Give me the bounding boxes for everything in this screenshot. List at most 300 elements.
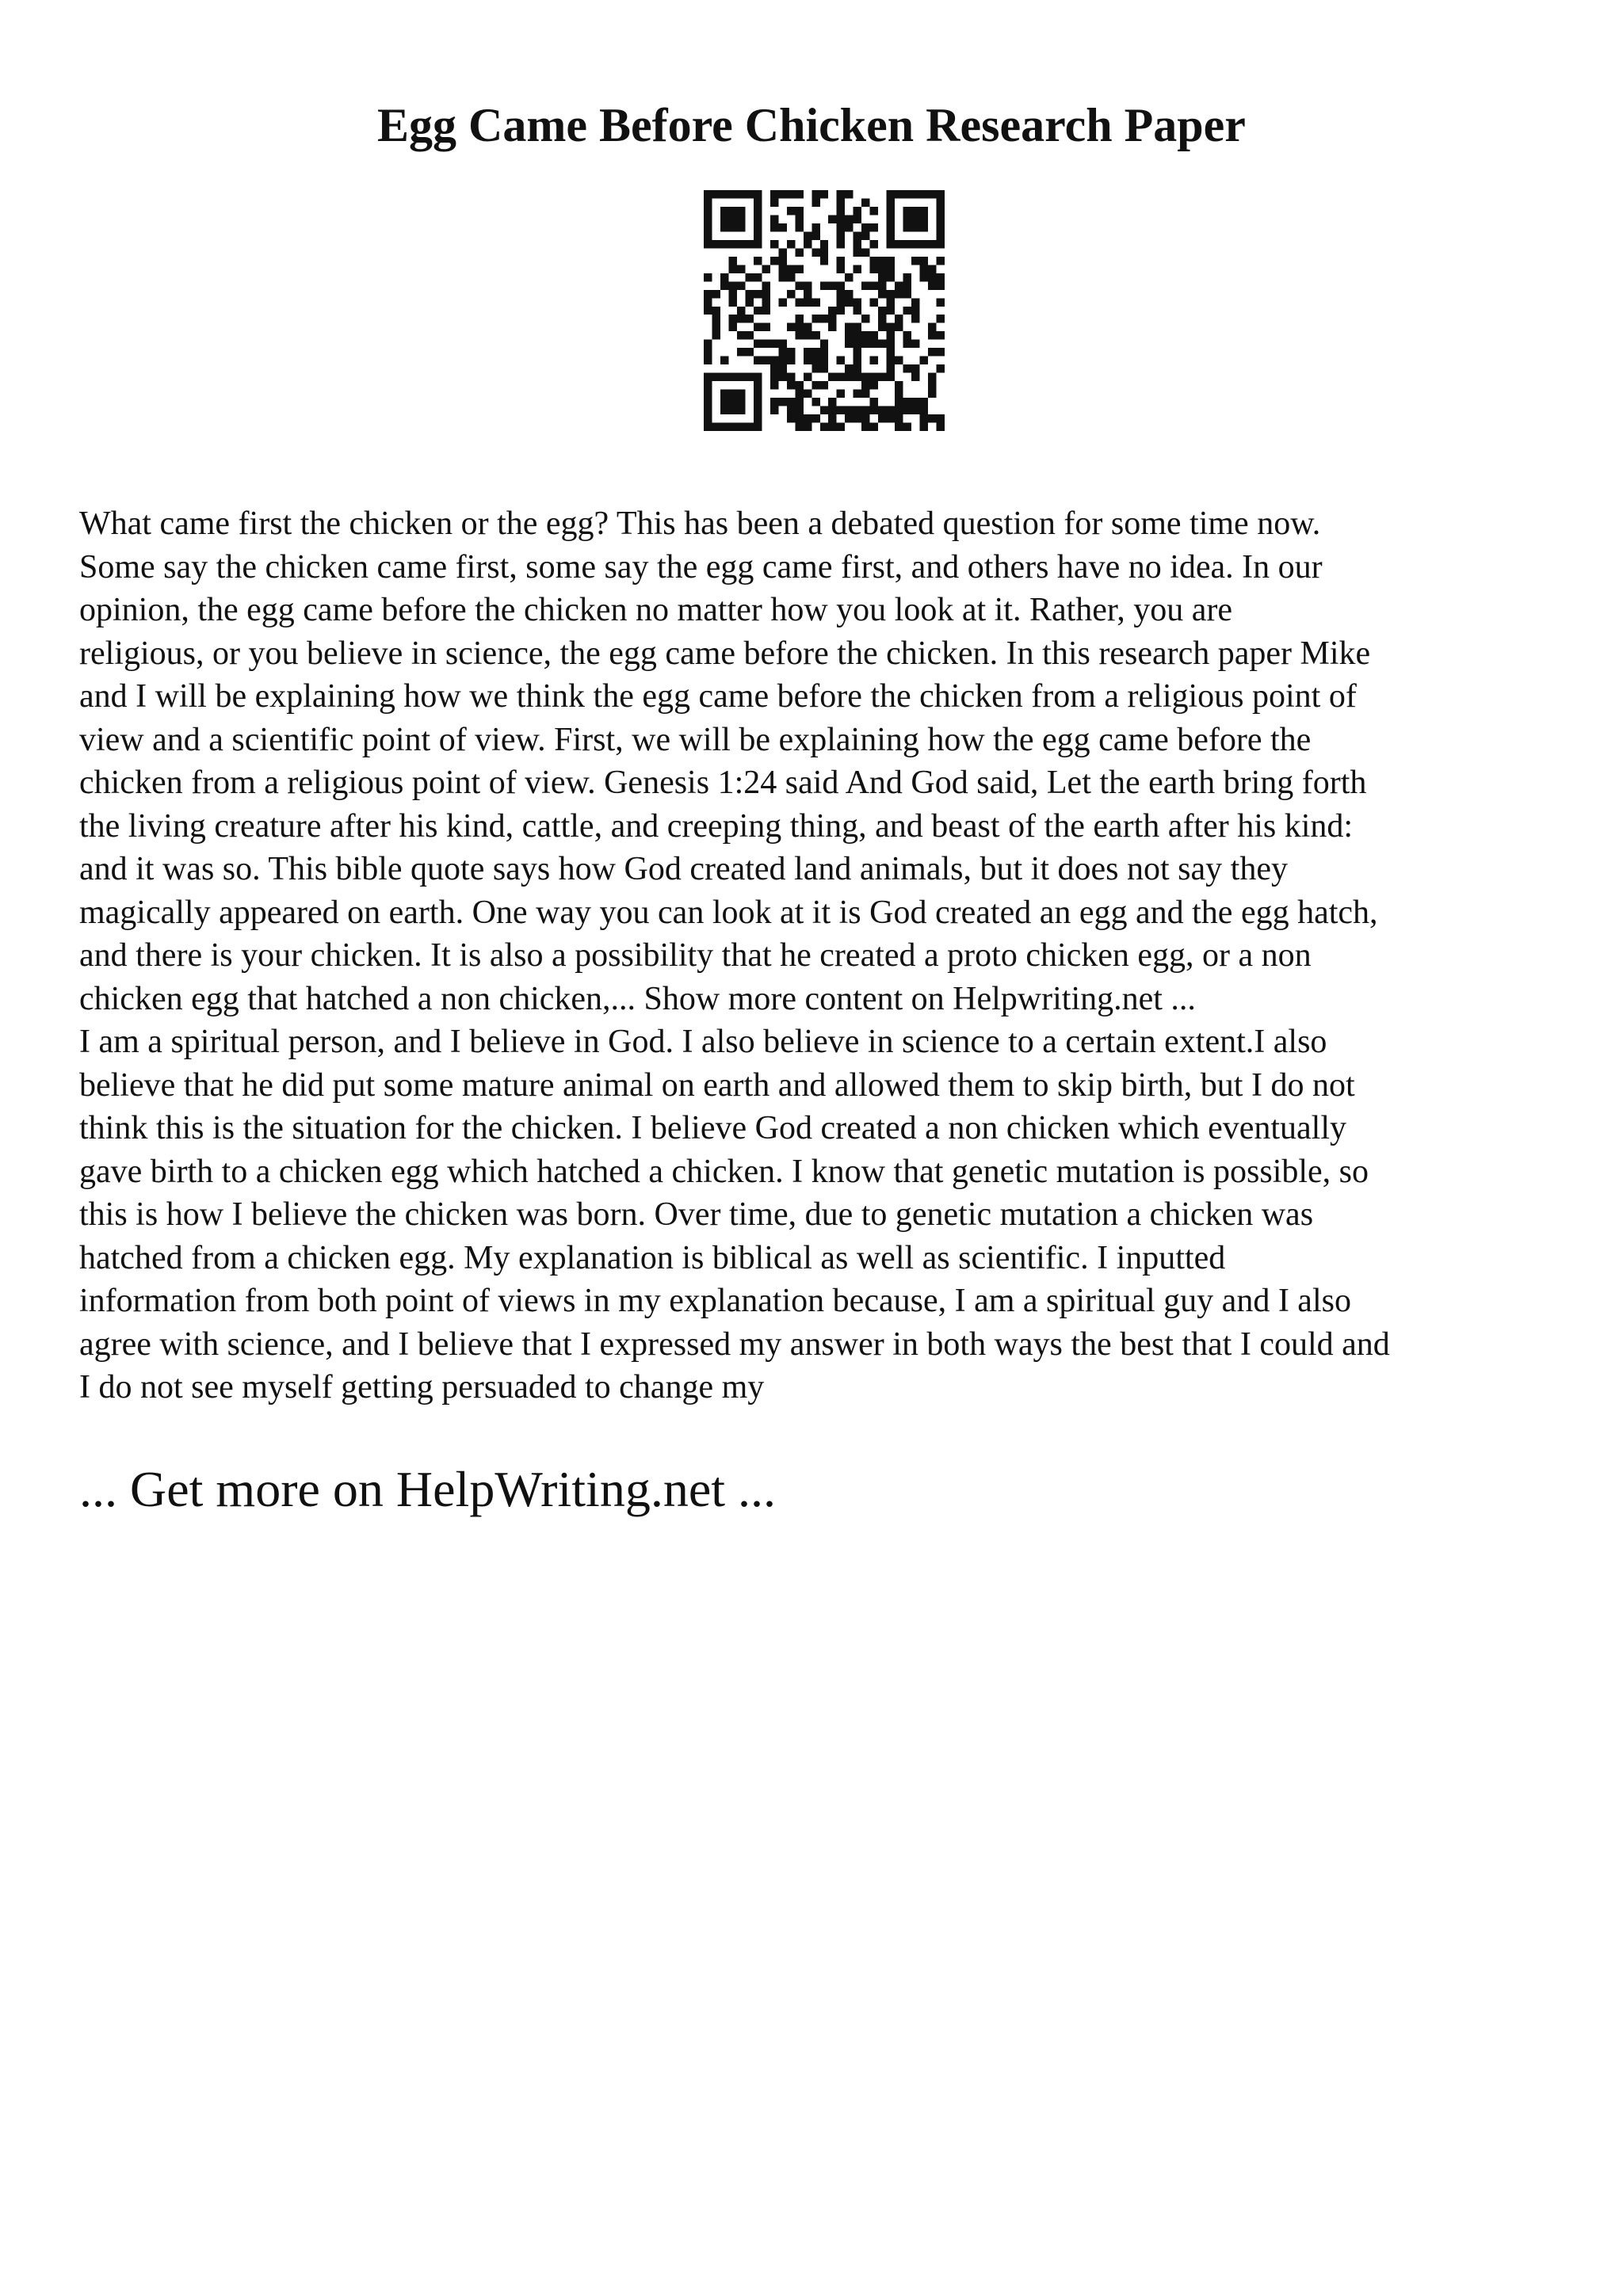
qr-module	[712, 323, 720, 331]
qr-module	[770, 215, 778, 223]
qr-module	[878, 257, 886, 265]
qr-module	[795, 423, 803, 431]
qr-module	[861, 406, 869, 414]
qr-module	[911, 215, 919, 223]
qr-module	[754, 414, 762, 422]
qr-module	[861, 340, 869, 348]
qr-module	[887, 207, 895, 215]
qr-module	[795, 215, 803, 223]
qr-module	[837, 290, 845, 298]
qr-module	[804, 240, 812, 248]
qr-module	[911, 364, 919, 372]
qr-module	[754, 231, 762, 239]
qr-module	[720, 215, 728, 223]
qr-module	[920, 423, 928, 431]
qr-module	[870, 406, 878, 414]
qr-module	[770, 406, 778, 414]
qr-module	[728, 207, 736, 215]
qr-module	[720, 223, 728, 231]
qr-module	[704, 423, 712, 431]
qr-module	[737, 240, 745, 248]
qr-module	[712, 240, 720, 248]
qr-module	[937, 348, 945, 356]
qr-module	[728, 257, 736, 265]
qr-module	[754, 390, 762, 398]
get-more-link[interactable]: ... Get more on HelpWriting.net ...	[79, 1461, 776, 1517]
qr-module	[861, 248, 869, 256]
qr-module	[762, 307, 769, 315]
qr-module	[887, 373, 895, 381]
qr-module	[754, 273, 762, 281]
qr-module	[870, 398, 878, 406]
qr-module	[754, 323, 762, 331]
qr-module	[787, 190, 795, 198]
qr-module	[870, 265, 878, 273]
qr-module	[854, 207, 861, 215]
qr-module	[820, 423, 828, 431]
qr-module	[837, 357, 845, 364]
qr-module	[820, 257, 828, 265]
qr-module	[720, 373, 728, 381]
body-line: chicken egg that hatched a non chicken,... Show more content on Helpwriting.net ...	[79, 980, 1196, 1017]
qr-module	[720, 398, 728, 406]
qr-module	[787, 207, 795, 215]
qr-module	[737, 307, 745, 315]
qr-module	[737, 331, 745, 339]
qr-module	[704, 340, 712, 348]
qr-module	[704, 298, 712, 306]
qr-module	[854, 265, 861, 273]
qr-module	[778, 248, 786, 256]
qr-module	[854, 298, 861, 306]
qr-module	[720, 281, 728, 289]
qr-module	[920, 223, 928, 231]
qr-module	[861, 331, 869, 339]
qr-module	[795, 398, 803, 406]
qr-module	[820, 281, 828, 289]
qr-module	[754, 357, 762, 364]
qr-module	[887, 198, 895, 206]
qr-module	[937, 414, 945, 422]
qr-module	[762, 357, 769, 364]
qr-code-icon	[704, 190, 945, 431]
qr-module	[787, 357, 795, 364]
qr-module	[928, 373, 936, 381]
qr-module	[728, 298, 736, 306]
qr-module	[937, 223, 945, 231]
qr-module	[895, 357, 903, 364]
qr-module	[887, 290, 895, 298]
body-line: agree with science, and I believe that I expressed my answer in both ways the best that I could and	[79, 1325, 1390, 1363]
qr-module	[787, 323, 795, 331]
qr-module	[837, 373, 845, 381]
qr-module	[812, 414, 819, 422]
document-title: Egg Came Before Chicken Research Paper	[377, 99, 1246, 151]
qr-module	[895, 414, 903, 422]
qr-module	[762, 298, 769, 306]
qr-module	[720, 357, 728, 364]
qr-module	[845, 406, 853, 414]
qr-module	[837, 231, 845, 239]
qr-module	[737, 423, 745, 431]
qr-module	[928, 190, 936, 198]
qr-module	[911, 307, 919, 315]
qr-module	[854, 406, 861, 414]
qr-module	[754, 423, 762, 431]
qr-module	[895, 281, 903, 289]
qr-module	[812, 248, 819, 256]
qr-module	[745, 240, 753, 248]
qr-module	[837, 281, 845, 289]
qr-module	[787, 381, 795, 389]
qr-module	[795, 323, 803, 331]
qr-module	[712, 423, 720, 431]
body-line: Some say the chicken came first, some say the egg came first, and others have no idea. In our	[79, 548, 1323, 585]
qr-module	[837, 257, 845, 265]
qr-module	[878, 414, 886, 422]
qr-module	[754, 257, 762, 265]
qr-module	[704, 290, 712, 298]
qr-module	[704, 215, 712, 223]
qr-module	[895, 398, 903, 406]
qr-module	[812, 381, 819, 389]
qr-module	[920, 215, 928, 223]
qr-module	[720, 207, 728, 215]
body-line: and it was so. This bible quote says how God created land animals, but it does not say they	[79, 851, 1288, 887]
qr-module	[870, 223, 878, 231]
qr-module	[754, 373, 762, 381]
qr-module	[737, 215, 745, 223]
qr-module	[704, 307, 712, 315]
qr-module	[720, 423, 728, 431]
qr-module	[828, 373, 836, 381]
qr-module	[728, 390, 736, 398]
qr-module	[828, 423, 836, 431]
qr-module	[870, 281, 878, 289]
qr-module	[728, 215, 736, 223]
qr-module	[795, 406, 803, 414]
qr-module	[845, 290, 853, 298]
qr-module	[737, 406, 745, 414]
qr-module	[804, 390, 812, 398]
qr-module	[887, 414, 895, 422]
qr-module	[828, 406, 836, 414]
qr-module	[845, 323, 853, 331]
qr-module	[854, 348, 861, 356]
qr-module	[861, 381, 869, 389]
body-line: think this is the situation for the chicken. I believe God created a non chicken which eventually	[79, 1110, 1346, 1146]
qr-module	[770, 398, 778, 406]
qr-module	[737, 390, 745, 398]
qr-module	[911, 373, 919, 381]
qr-module	[828, 307, 836, 315]
qr-module	[762, 323, 769, 331]
qr-module	[870, 331, 878, 339]
qr-module	[762, 340, 769, 348]
body-line: religious, or you believe in science, the egg came before the chicken. In this research paper Mike	[79, 635, 1371, 672]
qr-module	[804, 323, 812, 331]
qr-module	[903, 398, 911, 406]
qr-module	[804, 348, 812, 356]
qr-module	[704, 231, 712, 239]
qr-module	[845, 190, 853, 198]
qr-module	[895, 315, 903, 322]
qr-module	[837, 223, 845, 231]
qr-module	[937, 198, 945, 206]
qr-module	[828, 398, 836, 406]
qr-module	[745, 290, 753, 298]
qr-module	[928, 414, 936, 422]
qr-module	[812, 231, 819, 239]
qr-module	[770, 381, 778, 389]
qr-module	[704, 223, 712, 231]
qr-module	[704, 390, 712, 398]
qr-module	[754, 198, 762, 206]
qr-module	[928, 390, 936, 398]
qr-module	[737, 265, 745, 273]
body-line: and I will be explaining how we think the egg came before the chicken from a religious point of	[79, 678, 1357, 715]
qr-module	[861, 414, 869, 422]
qr-module	[887, 240, 895, 248]
qr-module	[745, 331, 753, 339]
qr-module	[778, 373, 786, 381]
qr-module	[745, 273, 753, 281]
qr-module	[812, 198, 819, 206]
qr-module	[928, 265, 936, 273]
qr-module	[820, 190, 828, 198]
qr-module	[770, 223, 778, 231]
qr-module	[887, 231, 895, 239]
qr-module	[903, 223, 911, 231]
qr-module	[895, 323, 903, 331]
qr-module	[795, 381, 803, 389]
qr-module	[937, 298, 945, 306]
qr-module	[820, 381, 828, 389]
qr-module	[937, 215, 945, 223]
qr-module	[762, 265, 769, 273]
qr-module	[903, 273, 911, 281]
qr-module	[804, 281, 812, 289]
qr-module	[737, 281, 745, 289]
qr-module	[778, 190, 786, 198]
qr-module	[920, 406, 928, 414]
qr-module	[861, 423, 869, 431]
qr-module	[837, 265, 845, 273]
qr-module	[887, 265, 895, 273]
qr-module	[704, 381, 712, 389]
qr-module	[837, 207, 845, 215]
qr-module	[770, 240, 778, 248]
qr-module	[728, 406, 736, 414]
qr-module	[778, 257, 786, 265]
qr-module	[770, 257, 778, 265]
body-line: hatched from a chicken egg. My explanation is biblical as well as scientific. I inputted	[79, 1239, 1226, 1276]
qr-module	[903, 307, 911, 315]
qr-module	[828, 414, 836, 422]
qr-module	[854, 340, 861, 348]
qr-module	[937, 315, 945, 322]
qr-module	[887, 348, 895, 356]
qr-module	[928, 381, 936, 389]
qr-module	[820, 348, 828, 356]
body-line: and there is your chicken. It is also a possibility that he created a proto chicken egg, or a non	[79, 937, 1312, 974]
qr-module	[804, 298, 812, 306]
qr-module	[828, 315, 836, 322]
body-line: information from both point of views in my explanation because, I am a spiritual guy and I also	[79, 1283, 1351, 1319]
qr-module	[712, 190, 720, 198]
qr-module	[854, 248, 861, 256]
qr-module	[795, 207, 803, 215]
qr-module	[837, 190, 845, 198]
qr-module	[878, 406, 886, 414]
body-line: view and a scientific point of view. First, we will be explaining how the egg came before the	[79, 721, 1312, 758]
qr-module	[861, 390, 869, 398]
qr-module	[804, 414, 812, 422]
qr-module	[754, 340, 762, 348]
qr-module	[704, 240, 712, 248]
qr-module	[845, 331, 853, 339]
qr-module	[728, 423, 736, 431]
qr-module	[861, 315, 869, 322]
qr-module	[903, 215, 911, 223]
qr-module	[920, 398, 928, 406]
qr-module	[778, 223, 786, 231]
qr-module	[854, 240, 861, 248]
body-line: magically appeared on earth. One way you can look at it is God created an egg and the egg hatch,	[79, 894, 1378, 931]
qr-module	[745, 298, 753, 306]
qr-module	[795, 190, 803, 198]
qr-module	[778, 298, 786, 306]
qr-module	[820, 248, 828, 256]
qr-module	[720, 273, 728, 281]
qr-module	[903, 281, 911, 289]
qr-module	[920, 414, 928, 422]
qr-module	[737, 315, 745, 322]
qr-module	[878, 340, 886, 348]
qr-module	[787, 406, 795, 414]
qr-module	[762, 290, 769, 298]
qr-module	[754, 307, 762, 315]
body-line: I am a spiritual person, and I believe in God. I also believe in science to a certain extent.I also	[79, 1024, 1327, 1060]
qr-module	[911, 223, 919, 231]
qr-module	[870, 207, 878, 215]
qr-module	[770, 357, 778, 364]
qr-module	[812, 348, 819, 356]
qr-module	[887, 223, 895, 231]
qr-module	[911, 257, 919, 265]
qr-module	[712, 331, 720, 339]
qr-module	[903, 406, 911, 414]
qr-module	[812, 357, 819, 364]
qr-module	[828, 281, 836, 289]
qr-module	[878, 273, 886, 281]
qr-module	[812, 315, 819, 322]
qr-module	[795, 265, 803, 273]
qr-module	[820, 340, 828, 348]
qr-module	[870, 423, 878, 431]
qr-module	[795, 414, 803, 422]
qr-module	[861, 281, 869, 289]
qr-module	[704, 357, 712, 364]
qr-module	[712, 307, 720, 315]
qr-module	[770, 198, 778, 206]
qr-module	[770, 373, 778, 381]
qr-module	[911, 298, 919, 306]
qr-module	[854, 414, 861, 422]
qr-module	[812, 190, 819, 198]
qr-module	[728, 323, 736, 331]
qr-module	[728, 315, 736, 322]
qr-module	[820, 364, 828, 372]
qr-module	[728, 290, 736, 298]
qr-module	[870, 340, 878, 348]
qr-module	[903, 340, 911, 348]
body-line: the living creature after his kind, cattle, and creeping thing, and beast of the earth after his kind:	[79, 807, 1354, 845]
qr-module	[812, 298, 819, 306]
qr-module	[778, 348, 786, 356]
body-line: I do not see myself getting persuaded to change my	[79, 1369, 765, 1405]
qr-module	[878, 323, 886, 331]
body-line: this is how I believe the chicken was born. Over time, due to genetic mutation a chicken was	[79, 1196, 1314, 1233]
qr-module	[887, 273, 895, 281]
qr-module	[895, 381, 903, 389]
qr-module	[928, 331, 936, 339]
body-line: believe that he did put some mature animal on earth and allowed them to skip birth, but I do not	[79, 1066, 1355, 1104]
qr-module	[861, 198, 869, 206]
qr-module	[754, 190, 762, 198]
qr-module	[887, 190, 895, 198]
qr-module	[704, 373, 712, 381]
qr-module	[754, 215, 762, 223]
qr-module	[895, 390, 903, 398]
qr-module	[820, 406, 828, 414]
qr-module	[878, 281, 886, 289]
qr-module	[728, 373, 736, 381]
qr-module	[745, 373, 753, 381]
qr-module	[861, 231, 869, 239]
qr-module	[928, 348, 936, 356]
qr-module	[887, 323, 895, 331]
qr-module	[795, 390, 803, 398]
qr-module	[704, 190, 712, 198]
qr-module	[737, 190, 745, 198]
qr-module	[903, 331, 911, 339]
qr-module	[812, 398, 819, 406]
qr-module	[903, 190, 911, 198]
qr-module	[704, 414, 712, 422]
qr-module	[845, 414, 853, 422]
qr-module	[887, 364, 895, 372]
body-line: gave birth to a chicken egg which hatched a chicken. I know that genetic mutation is possible, so	[79, 1153, 1369, 1190]
qr-module	[704, 207, 712, 215]
qr-module	[712, 290, 720, 298]
qr-module	[887, 406, 895, 414]
qr-module	[787, 348, 795, 356]
qr-module	[854, 357, 861, 364]
qr-module	[895, 406, 903, 414]
qr-module	[911, 240, 919, 248]
qr-module	[928, 273, 936, 281]
qr-module	[804, 331, 812, 339]
qr-module	[895, 190, 903, 198]
qr-module	[837, 390, 845, 398]
qr-module	[828, 215, 836, 223]
qr-module	[837, 240, 845, 248]
qr-module	[870, 298, 878, 306]
qr-module	[812, 223, 819, 231]
qr-module	[837, 215, 845, 223]
qr-module	[937, 190, 945, 198]
